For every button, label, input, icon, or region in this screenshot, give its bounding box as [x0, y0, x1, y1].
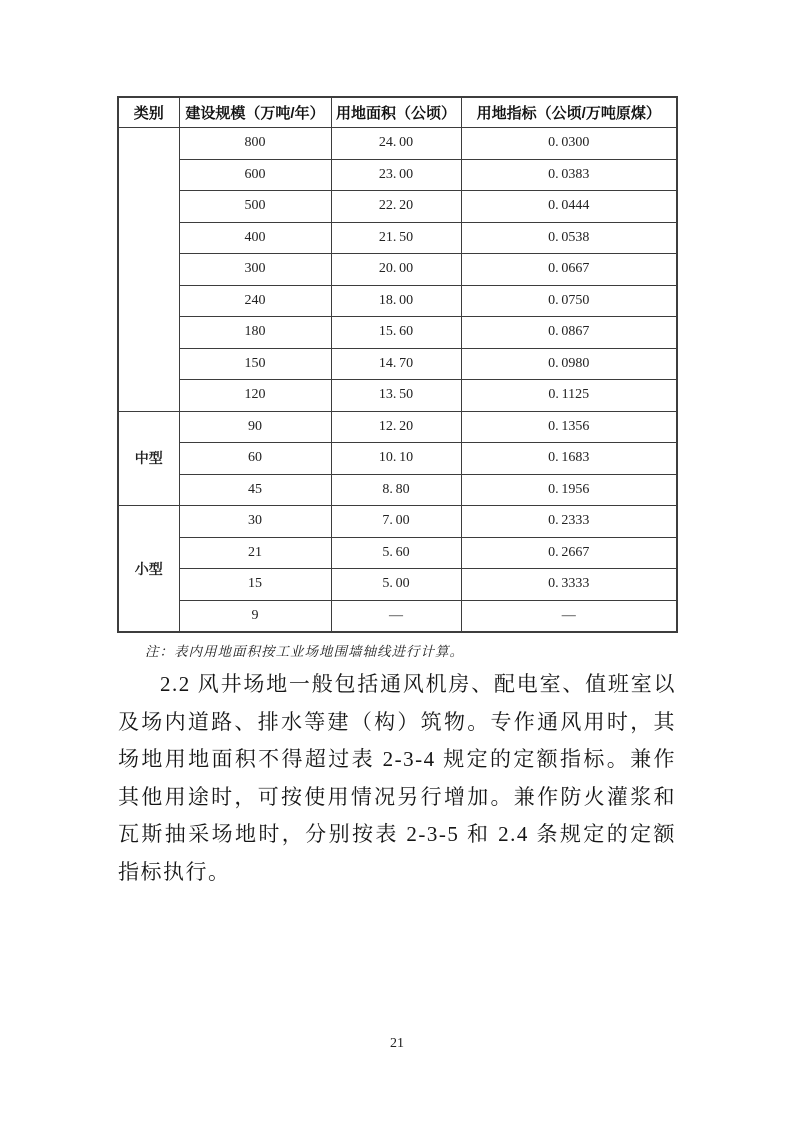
table-cell: 5. 60: [331, 537, 461, 569]
table-cell: 0. 2333: [461, 506, 677, 538]
table-row: [118, 600, 677, 632]
table-cell: 5. 00: [331, 569, 461, 601]
table-cell: 0. 1356: [461, 411, 677, 443]
table-cell: 21: [179, 537, 331, 569]
category-cell-2: 小型: [118, 506, 179, 633]
table-cell: 0. 0667: [461, 254, 677, 286]
column-header-3: 用地指标（公顷/万吨原煤）: [461, 97, 677, 128]
table-cell: 45: [179, 474, 331, 506]
table-cell: 600: [179, 159, 331, 191]
table-cell: 120: [179, 380, 331, 412]
table-cell: 300: [179, 254, 331, 286]
table-row: [118, 411, 677, 443]
table-cell: 0. 0383: [461, 159, 677, 191]
table-row: [118, 348, 677, 380]
table-cell: 0. 0538: [461, 222, 677, 254]
table-cell: 0. 0444: [461, 191, 677, 223]
table-cell: 400: [179, 222, 331, 254]
column-header-1: 建设规模（万吨/年）: [179, 97, 331, 128]
table-row: [118, 285, 677, 317]
table-row: [118, 317, 677, 349]
table-row: [118, 380, 677, 412]
table-cell: 0. 0980: [461, 348, 677, 380]
table-cell: 60: [179, 443, 331, 475]
category-cell-1: 中型: [118, 411, 179, 506]
table-row: [118, 474, 677, 506]
table-header-row: [118, 97, 677, 128]
table-cell: 0. 1956: [461, 474, 677, 506]
table-cell: 20. 00: [331, 254, 461, 286]
table-cell: 15: [179, 569, 331, 601]
page-number: 21: [390, 1036, 404, 1051]
column-header-0: 类别: [118, 97, 179, 128]
table-cell: 14. 70: [331, 348, 461, 380]
table-cell: 30: [179, 506, 331, 538]
land-use-spec-table: [117, 96, 678, 633]
table-cell: 15. 60: [331, 317, 461, 349]
table-cell: 150: [179, 348, 331, 380]
column-header-2: 用地面积（公顷）: [331, 97, 461, 128]
table-cell: 12. 20: [331, 411, 461, 443]
table-cell: 180: [179, 317, 331, 349]
table-row: [118, 254, 677, 286]
table-row: [118, 569, 677, 601]
table-cell: 9: [179, 600, 331, 632]
table-cell: 800: [179, 128, 331, 160]
table-row: [118, 159, 677, 191]
table-cell: 13. 50: [331, 380, 461, 412]
table-cell: 24. 00: [331, 128, 461, 160]
table-cell: 0. 0300: [461, 128, 677, 160]
table-row: [118, 537, 677, 569]
table-cell: 18. 00: [331, 285, 461, 317]
table-cell: 0. 1125: [461, 380, 677, 412]
table-cell: 90: [179, 411, 331, 443]
table-cell: 0. 3333: [461, 569, 677, 601]
table-cell: 0. 2667: [461, 537, 677, 569]
table-cell: 0. 0750: [461, 285, 677, 317]
table-cell: 8. 80: [331, 474, 461, 506]
category-cell-0: [118, 128, 179, 412]
table-cell: 22. 20: [331, 191, 461, 223]
section-2-2-paragraph: 2.2 风井场地一般包括通风机房、配电室、值班室以及场内道路、排水等建（构）筑物。专作通风用时，其场地用地面积不得超过表 2-3-4 规定的定额指标。兼作其他用途时，可按使用情况另行增加。兼作防火灌浆和瓦斯抽采场地时，分别按表 2-3-5 和 2.4 条规定的定额指标执行。: [118, 672, 676, 884]
table-cell: 7. 00: [331, 506, 461, 538]
table-note: 注：表内用地面积按工业场地围墙轴线进行计算。: [145, 644, 464, 659]
table-cell: 500: [179, 191, 331, 223]
table-row: [118, 191, 677, 223]
table-cell: —: [331, 600, 461, 632]
table-row: [118, 128, 677, 160]
table-row: [118, 506, 677, 538]
table-cell: 0. 0867: [461, 317, 677, 349]
table-cell: 23. 00: [331, 159, 461, 191]
table-row: [118, 443, 677, 475]
table-cell: 10. 10: [331, 443, 461, 475]
table-row: [118, 222, 677, 254]
table-cell: 240: [179, 285, 331, 317]
table-cell: 0. 1683: [461, 443, 677, 475]
table-cell: 21. 50: [331, 222, 461, 254]
table-cell: —: [461, 600, 677, 632]
